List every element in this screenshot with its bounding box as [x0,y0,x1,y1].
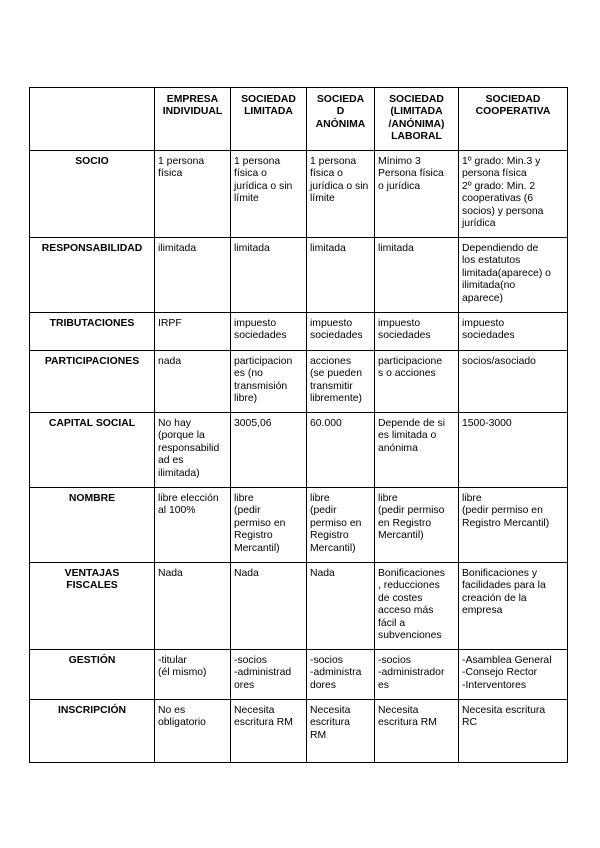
table-cell: impuesto sociedades [231,313,307,351]
table-cell: 1º grado: Min.3 y persona física 2º grado: Min. 2 cooperativas (6 socios) y persona jurídica [459,151,568,238]
table-cell: participacione s o acciones [375,351,459,413]
table-cell: nada [155,351,231,413]
table-cell: 3005,06 [231,413,307,488]
table-cell: impuesto sociedades [307,313,375,351]
table-cell: Necesita escritura RM [375,700,459,763]
row-label: PARTICIPACIONES [30,351,155,413]
table-cell: participacion es (no transmisión libre) [231,351,307,413]
row-label: RESPONSABILIDAD [30,238,155,313]
table-cell: impuesto sociedades [375,313,459,351]
table-cell: 1 persona física [155,151,231,238]
header-sociedad-anonima: SOCIEDA D ANÓNIMA [307,88,375,151]
header-row [30,88,568,151]
table-cell: -socios -administrador es [375,650,459,700]
table-cell: limitada [231,238,307,313]
table-cell: acciones (se pueden transmitir libremente) [307,351,375,413]
row-label: VENTAJAS FISCALES [30,563,155,650]
table-cell: Depende de si es limitada o anónima [375,413,459,488]
table-row [30,351,568,413]
table-cell: 1500-3000 [459,413,568,488]
header-sociedad-laboral: SOCIEDAD (LIMITADA /ANÓNIMA) LABORAL [375,88,459,151]
table-cell: Necesita escritura RM [231,700,307,763]
table-cell: Nada [231,563,307,650]
table-cell: Bonificaciones y facilidades para la creación de la empresa [459,563,568,650]
table-cell: Necesita escritura RC [459,700,568,763]
table-cell: impuesto sociedades [459,313,568,351]
table-cell: Dependiendo de los estatutos limitada(aparece) o ilimitada(no aparece) [459,238,568,313]
table-cell: limitada [375,238,459,313]
table-cell: 60.000 [307,413,375,488]
header-sociedad-limitada: SOCIEDAD LIMITADA [231,88,307,151]
comparison-table [29,87,568,763]
header-empresa-individual: EMPRESA INDIVIDUAL [155,88,231,151]
row-label: INSCRIPCIÓN [30,700,155,763]
table-row [30,313,568,351]
table-cell: limitada [307,238,375,313]
table-row [30,700,568,763]
table-cell: -socios -administra dores [307,650,375,700]
table-cell: No es obligatorio [155,700,231,763]
table-row [30,563,568,650]
row-label: NOMBRE [30,488,155,563]
row-label: SOCIO [30,151,155,238]
table-cell: libre (pedir permiso en Registro Mercantil) [231,488,307,563]
table-cell: socios/asociado [459,351,568,413]
table-cell: libre (pedir permiso en Registro Mercantil) [307,488,375,563]
table-cell: ilimitada [155,238,231,313]
table-cell: -socios -administrad ores [231,650,307,700]
header-sociedad-cooperativa: SOCIEDAD COOPERATIVA [459,88,568,151]
table-cell: IRPF [155,313,231,351]
row-label: CAPITAL SOCIAL [30,413,155,488]
table-cell: -titular (él mismo) [155,650,231,700]
table-cell: Mínimo 3 Persona física o jurídica [375,151,459,238]
table-cell: 1 persona física o jurídica o sin límite [231,151,307,238]
table-cell: 1 persona física o jurídica o sin límite [307,151,375,238]
table-row [30,488,568,563]
table-cell: Nada [155,563,231,650]
table-row [30,238,568,313]
table-cell: libre (pedir permiso en Registro Mercantil) [459,488,568,563]
table-cell: Bonificaciones , reducciones de costes acceso más fácil a subvenciones [375,563,459,650]
table-cell: No hay (porque la responsabilid ad es ilimitada) [155,413,231,488]
header-empty [30,88,155,151]
table-row [30,151,568,238]
table-cell: libre (pedir permiso en Registro Mercantil) [375,488,459,563]
row-label: TRIBUTACIONES [30,313,155,351]
table-cell: Nada [307,563,375,650]
table-cell: Necesita escritura RM [307,700,375,763]
table-row [30,413,568,488]
table-cell: libre elección al 100% [155,488,231,563]
row-label: GESTIÓN [30,650,155,700]
table-row [30,650,568,700]
table-cell: -Asamblea General -Consejo Rector -Interventores [459,650,568,700]
